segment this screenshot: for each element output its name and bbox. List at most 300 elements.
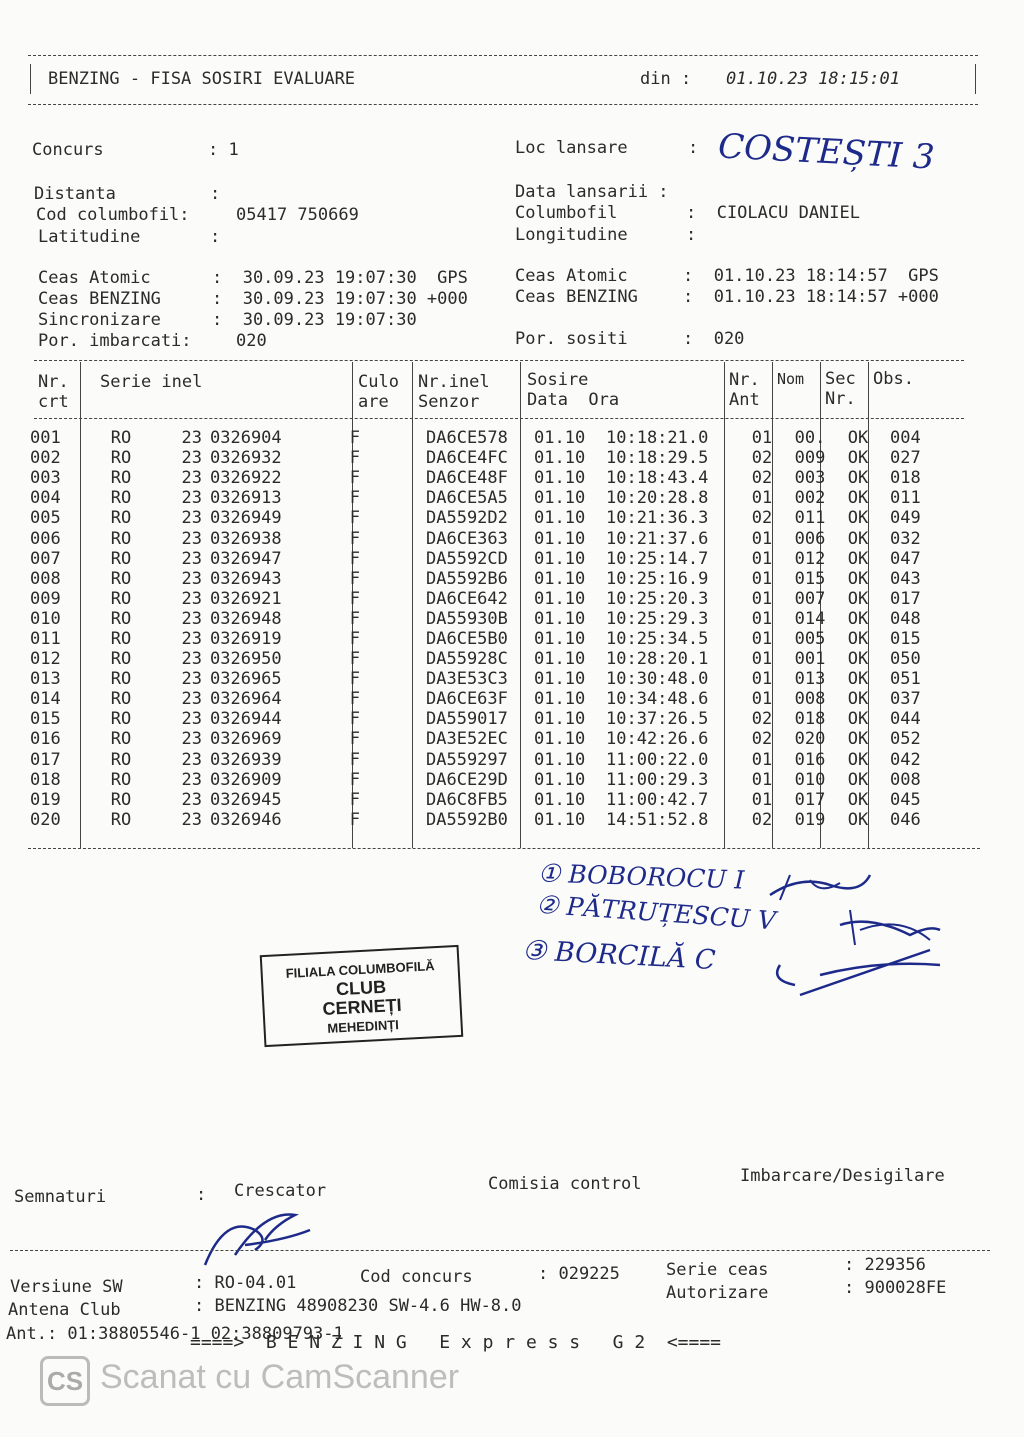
cell-tara: RO xyxy=(110,448,132,469)
col-ant-header-2: Ant xyxy=(729,390,760,410)
cell-nom: 002 xyxy=(794,488,826,509)
sincronizare-label: Sincronizare xyxy=(38,310,161,330)
cell-nom: 003 xyxy=(794,468,826,489)
cell-culo xyxy=(360,508,420,528)
cell-ant: 01 xyxy=(751,488,773,509)
cell-an: 23 xyxy=(181,588,202,609)
cell-inel: 0326939 xyxy=(210,749,282,770)
cell-obs: 018 xyxy=(890,468,921,489)
col-serie-header: Serie inel xyxy=(100,372,203,392)
cell-tara: RO xyxy=(110,769,132,790)
cell-nr: 018 xyxy=(30,769,61,790)
latitudine-label: Latitudine xyxy=(38,227,141,247)
cell-an: 23 xyxy=(181,548,202,569)
ceas-atomic-left-label: Ceas Atomic xyxy=(38,268,151,288)
cell-obs: 049 xyxy=(890,508,921,529)
crescator-signature xyxy=(195,1195,325,1275)
cell-obs: 017 xyxy=(890,588,921,609)
cell-an: 23 xyxy=(181,749,202,770)
cell-senzor: DA6CE63F xyxy=(426,689,508,710)
cell-obs: 045 xyxy=(890,789,921,810)
cell-nom: 005 xyxy=(794,628,826,649)
cell-culo xyxy=(360,528,420,548)
cell-senzor: DA6CE29D xyxy=(426,769,508,790)
semnaturi-label: Semnaturi xyxy=(14,1187,107,1207)
handwritten-signatures xyxy=(760,855,960,1015)
col-sec-header-2: Nr. xyxy=(825,389,856,409)
cell-inel: 0326909 xyxy=(210,769,282,790)
cell-sex: F xyxy=(349,568,360,589)
cell-tara: RO xyxy=(110,649,132,670)
cell-ant: 02 xyxy=(751,468,773,489)
cell-sex: F xyxy=(349,689,360,710)
cell-sec: OK xyxy=(847,769,869,790)
cell-ora: 10:34:48.6 xyxy=(606,689,709,710)
cell-obs: 052 xyxy=(890,729,921,750)
cell-senzor: DA55928C xyxy=(426,649,508,670)
cell-an: 23 xyxy=(181,729,202,750)
cell-ant: 01 xyxy=(751,588,773,609)
cell-an: 23 xyxy=(181,628,202,649)
cell-senzor: DA5592CD xyxy=(426,548,508,569)
longitudine-sep: : xyxy=(686,225,697,245)
latitudine-sep: : xyxy=(210,227,221,247)
serie-ceas-label: Serie ceas xyxy=(666,1260,769,1280)
cell-obs: 008 xyxy=(890,769,921,790)
cell-sex: F xyxy=(349,749,360,770)
cell-nom: 017 xyxy=(794,789,826,810)
cell-nom: 007 xyxy=(794,588,826,609)
cell-nom: 00. xyxy=(794,428,826,449)
cell-senzor: DA6CE363 xyxy=(426,528,508,549)
cell-nr: 011 xyxy=(30,628,61,649)
cell-sec: OK xyxy=(847,689,869,710)
sositi-value: : 020 xyxy=(683,329,745,349)
cell-culo xyxy=(360,629,420,649)
stamp-line-4: MEHEDINȚI xyxy=(327,1017,400,1036)
cell-inel: 0326938 xyxy=(210,528,282,549)
cell-senzor: DA5592D2 xyxy=(426,508,508,529)
cod-columbofil-label: Cod columbofil: xyxy=(36,205,190,225)
cell-ant: 01 xyxy=(751,548,773,569)
header-left-border xyxy=(30,64,31,94)
cell-culo xyxy=(360,790,420,810)
cell-culo xyxy=(360,729,420,749)
cell-data: 01.10 xyxy=(534,769,586,790)
cell-nr: 005 xyxy=(30,508,61,529)
cell-data: 01.10 xyxy=(534,528,586,549)
cell-nr: 010 xyxy=(30,608,61,629)
cell-tara: RO xyxy=(110,729,132,750)
cell-sec: OK xyxy=(847,568,869,589)
longitudine-label: Longitudine xyxy=(515,225,628,245)
cell-ora: 10:21:37.6 xyxy=(606,528,709,549)
concurs-label: Concurs xyxy=(32,140,104,160)
camscanner-logo-icon: CS xyxy=(40,1356,90,1406)
table-row xyxy=(30,488,940,508)
cell-nom: 010 xyxy=(794,769,826,790)
table-row xyxy=(30,790,940,810)
cell-sec: OK xyxy=(847,729,869,750)
cell-sec: OK xyxy=(847,809,869,830)
footer-rule xyxy=(10,1250,990,1251)
cell-an: 23 xyxy=(181,669,202,690)
cell-tara: RO xyxy=(110,789,132,810)
cell-tara: RO xyxy=(110,608,132,629)
table-row xyxy=(30,468,940,488)
handwritten-name-2: ② PĂTRUȚESCU V xyxy=(535,889,777,936)
cell-senzor: DA6C8FB5 xyxy=(426,789,508,810)
cell-senzor: DA6CE642 xyxy=(426,588,508,609)
cell-nom: 013 xyxy=(794,669,826,690)
cell-ora: 10:42:26.6 xyxy=(606,729,709,750)
table-row xyxy=(30,810,940,830)
col-nr-header-2: crt xyxy=(38,392,69,412)
cell-senzor: DA6CE48F xyxy=(426,468,508,489)
table-row xyxy=(30,729,940,749)
ceas-benzing-right-label: Ceas BENZING xyxy=(515,287,638,307)
table-row xyxy=(30,669,940,689)
antenna-ids: Ant.: 01:38805546-1 02:38809793-1 xyxy=(6,1324,344,1344)
table-row xyxy=(30,428,940,448)
cell-data: 01.10 xyxy=(534,508,586,529)
cell-sex: F xyxy=(349,809,360,830)
cell-obs: 027 xyxy=(890,448,921,469)
cell-sex: F xyxy=(349,649,360,670)
cell-nr: 013 xyxy=(30,669,61,690)
cell-sec: OK xyxy=(847,528,869,549)
cell-sex: F xyxy=(349,709,360,730)
cell-data: 01.10 xyxy=(534,468,586,489)
handwritten-name-1: ① BOBOROCU I xyxy=(537,858,745,895)
cell-an: 23 xyxy=(181,769,202,790)
cell-senzor: DA5592B0 xyxy=(426,809,508,830)
cell-sex: F xyxy=(349,468,360,489)
cell-ora: 11:00:22.0 xyxy=(606,749,709,770)
cell-an: 23 xyxy=(181,448,202,469)
cell-nom: 015 xyxy=(794,568,826,589)
concurs-value: : 1 xyxy=(208,140,239,160)
cell-inel: 0326947 xyxy=(210,548,282,569)
cell-ora: 11:00:42.7 xyxy=(606,789,709,810)
cell-nom: 008 xyxy=(794,689,826,710)
table-bottom-rule xyxy=(28,848,980,849)
cell-ora: 10:28:20.1 xyxy=(606,649,709,670)
cell-an: 23 xyxy=(181,508,202,529)
loc-lansare-handwritten: COSTEȘTI 3 xyxy=(717,126,936,178)
table-row xyxy=(30,709,940,729)
table-row xyxy=(30,770,940,790)
cell-data: 01.10 xyxy=(534,789,586,810)
cell-obs: 043 xyxy=(890,568,921,589)
cell-culo xyxy=(360,569,420,589)
cell-an: 23 xyxy=(181,568,202,589)
cell-ora: 10:25:34.5 xyxy=(606,628,709,649)
camscanner-watermark: Scanat cu CamScanner xyxy=(100,1358,460,1396)
cell-inel: 0326944 xyxy=(210,709,282,730)
ceas-benzing-right-value: : 01.10.23 18:14:57 +000 xyxy=(683,287,939,307)
cell-sex: F xyxy=(349,628,360,649)
cell-culo xyxy=(360,750,420,770)
col-ant-header: Nr. xyxy=(729,370,760,390)
cell-sex: F xyxy=(349,588,360,609)
cell-sex: F xyxy=(349,729,360,750)
cell-ant: 01 xyxy=(751,568,773,589)
col-nom-header: Nom xyxy=(777,370,805,388)
table-row xyxy=(30,589,940,609)
cell-nr: 016 xyxy=(30,729,61,750)
cell-data: 01.10 xyxy=(534,448,586,469)
cell-culo xyxy=(360,770,420,790)
cell-tara: RO xyxy=(110,428,132,449)
cell-culo xyxy=(360,448,420,468)
cell-ant: 01 xyxy=(751,428,773,449)
cell-ant: 02 xyxy=(751,508,773,529)
cell-data: 01.10 xyxy=(534,608,586,629)
cell-ora: 10:25:14.7 xyxy=(606,548,709,569)
document-title: BENZING - FISA SOSIRI EVALUARE xyxy=(48,69,356,89)
cell-inel: 0326948 xyxy=(210,608,282,629)
crescator-label: Crescator xyxy=(234,1181,327,1201)
cell-inel: 0326969 xyxy=(210,729,282,750)
cell-data: 01.10 xyxy=(534,568,586,589)
table-row xyxy=(30,508,940,528)
cell-ant: 01 xyxy=(751,669,773,690)
cell-inel: 0326919 xyxy=(210,628,282,649)
cell-ant: 01 xyxy=(751,689,773,710)
cell-nr: 008 xyxy=(30,568,61,589)
cell-obs: 050 xyxy=(890,649,921,670)
cell-tara: RO xyxy=(110,809,132,830)
din-value: 01.10.23 18:15:01 xyxy=(726,69,900,89)
cell-inel: 0326921 xyxy=(210,588,282,609)
col-sosire-header: Sosire xyxy=(527,370,589,390)
table-row xyxy=(30,689,940,709)
cell-obs: 037 xyxy=(890,689,921,710)
cell-an: 23 xyxy=(181,649,202,670)
table-row xyxy=(30,549,940,569)
arrivals-table xyxy=(30,428,940,830)
cell-sex: F xyxy=(349,548,360,569)
cell-an: 23 xyxy=(181,428,202,449)
cell-obs: 042 xyxy=(890,749,921,770)
stamp-line-2: CLUB xyxy=(335,976,387,1000)
cell-nom: 012 xyxy=(794,548,826,569)
cell-obs: 044 xyxy=(890,709,921,730)
cell-obs: 047 xyxy=(890,548,921,569)
cell-ant: 01 xyxy=(751,749,773,770)
cell-senzor: DA559297 xyxy=(426,749,508,770)
cell-an: 23 xyxy=(181,709,202,730)
autorizare-value: : 900028FE xyxy=(844,1278,947,1298)
data-lansarii-label: Data lansarii : xyxy=(515,182,669,202)
distanta-sep: : xyxy=(210,184,221,204)
cell-sec: OK xyxy=(847,649,869,670)
cell-ant: 01 xyxy=(751,769,773,790)
ceas-benzing-left-label: Ceas BENZING xyxy=(38,289,161,309)
sincronizare-value: : 30.09.23 19:07:30 xyxy=(212,310,417,330)
cell-culo xyxy=(360,549,420,569)
cell-nom: 016 xyxy=(794,749,826,770)
table-row xyxy=(30,750,940,770)
cell-tara: RO xyxy=(110,689,132,710)
cell-sex: F xyxy=(349,769,360,790)
cell-tara: RO xyxy=(110,669,132,690)
cell-sex: F xyxy=(349,608,360,629)
ceas-benzing-left-value: : 30.09.23 19:07:30 +000 xyxy=(212,289,468,309)
cell-obs: 046 xyxy=(890,809,921,830)
cell-data: 01.10 xyxy=(534,669,586,690)
cell-data: 01.10 xyxy=(534,749,586,770)
ceas-atomic-left-value: : 30.09.23 19:07:30 GPS xyxy=(212,268,468,288)
cell-sec: OK xyxy=(847,608,869,629)
cell-culo xyxy=(360,689,420,709)
imbarcati-label: Por. imbarcati: xyxy=(38,331,192,351)
semnaturi-sep: : xyxy=(196,1185,207,1205)
cell-senzor: DA6CE5B0 xyxy=(426,628,508,649)
cell-culo xyxy=(360,709,420,729)
cell-data: 01.10 xyxy=(534,729,586,750)
cell-sec: OK xyxy=(847,669,869,690)
cell-culo xyxy=(360,810,420,830)
handwritten-name-3: ③ BORCILĂ C xyxy=(521,934,717,977)
cell-nr: 017 xyxy=(30,749,61,770)
cell-nr: 006 xyxy=(30,528,61,549)
col-obs-header: Obs. xyxy=(873,369,914,389)
cell-ora: 10:25:29.3 xyxy=(606,608,709,629)
columbofil-label: Columbofil xyxy=(515,203,618,223)
cell-an: 23 xyxy=(181,809,202,830)
cell-sec: OK xyxy=(847,628,869,649)
cell-ant: 01 xyxy=(751,628,773,649)
cell-data: 01.10 xyxy=(534,628,586,649)
cell-ant: 01 xyxy=(751,528,773,549)
cell-tara: RO xyxy=(110,588,132,609)
col-sosire-header-2: Data Ora xyxy=(527,390,620,410)
cell-culo xyxy=(360,649,420,669)
cell-nr: 004 xyxy=(30,488,61,509)
cell-data: 01.10 xyxy=(534,689,586,710)
cod-concurs-label: Cod concurs xyxy=(360,1267,473,1287)
cell-sex: F xyxy=(349,448,360,469)
cell-sex: F xyxy=(349,428,360,449)
cell-ora: 10:30:48.0 xyxy=(606,669,709,690)
din-label: din : xyxy=(640,69,692,89)
comisia-control-label: Comisia control xyxy=(488,1174,642,1194)
cell-nr: 003 xyxy=(30,468,61,489)
cell-senzor: DA6CE5A5 xyxy=(426,488,508,509)
cell-tara: RO xyxy=(110,468,132,489)
cell-ant: 01 xyxy=(751,608,773,629)
col-sec-header: Sec xyxy=(825,369,856,389)
cell-sec: OK xyxy=(847,789,869,810)
cell-sex: F xyxy=(349,508,360,529)
cell-ora: 11:00:29.3 xyxy=(606,769,709,790)
table-row xyxy=(30,448,940,468)
cell-sec: OK xyxy=(847,588,869,609)
cell-senzor: DA55930B xyxy=(426,608,508,629)
table-top-rule xyxy=(34,360,964,361)
cell-obs: 048 xyxy=(890,608,921,629)
col-nr-header: Nr. xyxy=(38,372,69,392)
cell-culo xyxy=(360,609,420,629)
cell-an: 23 xyxy=(181,528,202,549)
header-right-border xyxy=(975,64,976,94)
cell-sex: F xyxy=(349,669,360,690)
cell-nom: 011 xyxy=(794,508,826,529)
cell-obs: 004 xyxy=(890,428,921,449)
cell-inel: 0326949 xyxy=(210,508,282,529)
cell-nom: 001 xyxy=(794,649,826,670)
cell-sec: OK xyxy=(847,428,869,449)
cell-tara: RO xyxy=(110,508,132,529)
cell-ant: 02 xyxy=(751,809,773,830)
cell-ant: 01 xyxy=(751,649,773,670)
cell-tara: RO xyxy=(110,528,132,549)
cell-inel: 0326950 xyxy=(210,649,282,670)
cell-ora: 10:21:36.3 xyxy=(606,508,709,529)
cell-culo xyxy=(360,488,420,508)
cell-sec: OK xyxy=(847,468,869,489)
cell-nom: 019 xyxy=(794,809,826,830)
cell-culo xyxy=(360,468,420,488)
cell-inel: 0326913 xyxy=(210,488,282,509)
cell-nr: 019 xyxy=(30,789,61,810)
cell-ora: 14:51:52.8 xyxy=(606,809,709,830)
cell-inel: 0326946 xyxy=(210,809,282,830)
cell-nr: 014 xyxy=(30,689,61,710)
cell-sec: OK xyxy=(847,548,869,569)
cell-data: 01.10 xyxy=(534,649,586,670)
versiune-value: : RO-04.01 xyxy=(194,1273,297,1293)
cell-nr: 001 xyxy=(30,428,61,449)
cell-nr: 002 xyxy=(30,448,61,469)
imbarcare-label: Imbarcare/Desigilare xyxy=(740,1166,945,1186)
table-row xyxy=(30,649,940,669)
cell-ora: 10:25:20.3 xyxy=(606,588,709,609)
cell-data: 01.10 xyxy=(534,488,586,509)
table-row xyxy=(30,609,940,629)
club-stamp xyxy=(260,945,464,1047)
cell-nr: 020 xyxy=(30,809,61,830)
cell-data: 01.10 xyxy=(534,809,586,830)
cell-sex: F xyxy=(349,528,360,549)
cell-nom: 006 xyxy=(794,528,826,549)
antena-club-label: Antena Club xyxy=(8,1300,121,1320)
cell-ora: 10:25:16.9 xyxy=(606,568,709,589)
cell-obs: 011 xyxy=(890,488,921,509)
cell-inel: 0326922 xyxy=(210,468,282,489)
cell-ant: 02 xyxy=(751,729,773,750)
cell-sec: OK xyxy=(847,448,869,469)
cell-tara: RO xyxy=(110,548,132,569)
cell-senzor: DA3E52EC xyxy=(426,729,508,750)
stamp-line-1: FILIALA COLUMBOFILĂ xyxy=(285,958,435,981)
stamp-line-3: CERNEȚI xyxy=(322,994,403,1020)
cell-nom: 020 xyxy=(794,729,826,750)
cell-senzor: DA559017 xyxy=(426,709,508,730)
cell-sec: OK xyxy=(847,749,869,770)
cell-senzor: DA6CE4FC xyxy=(426,448,508,469)
table-row xyxy=(30,528,940,548)
ceas-atomic-right-value: : 01.10.23 18:14:57 GPS xyxy=(683,266,939,286)
cell-sec: OK xyxy=(847,508,869,529)
cell-nr: 009 xyxy=(30,588,61,609)
cell-culo xyxy=(360,669,420,689)
cod-columbofil-value: 05417 750669 xyxy=(236,205,359,225)
loc-lansare-label: Loc lansare xyxy=(515,138,628,158)
cell-tara: RO xyxy=(110,568,132,589)
